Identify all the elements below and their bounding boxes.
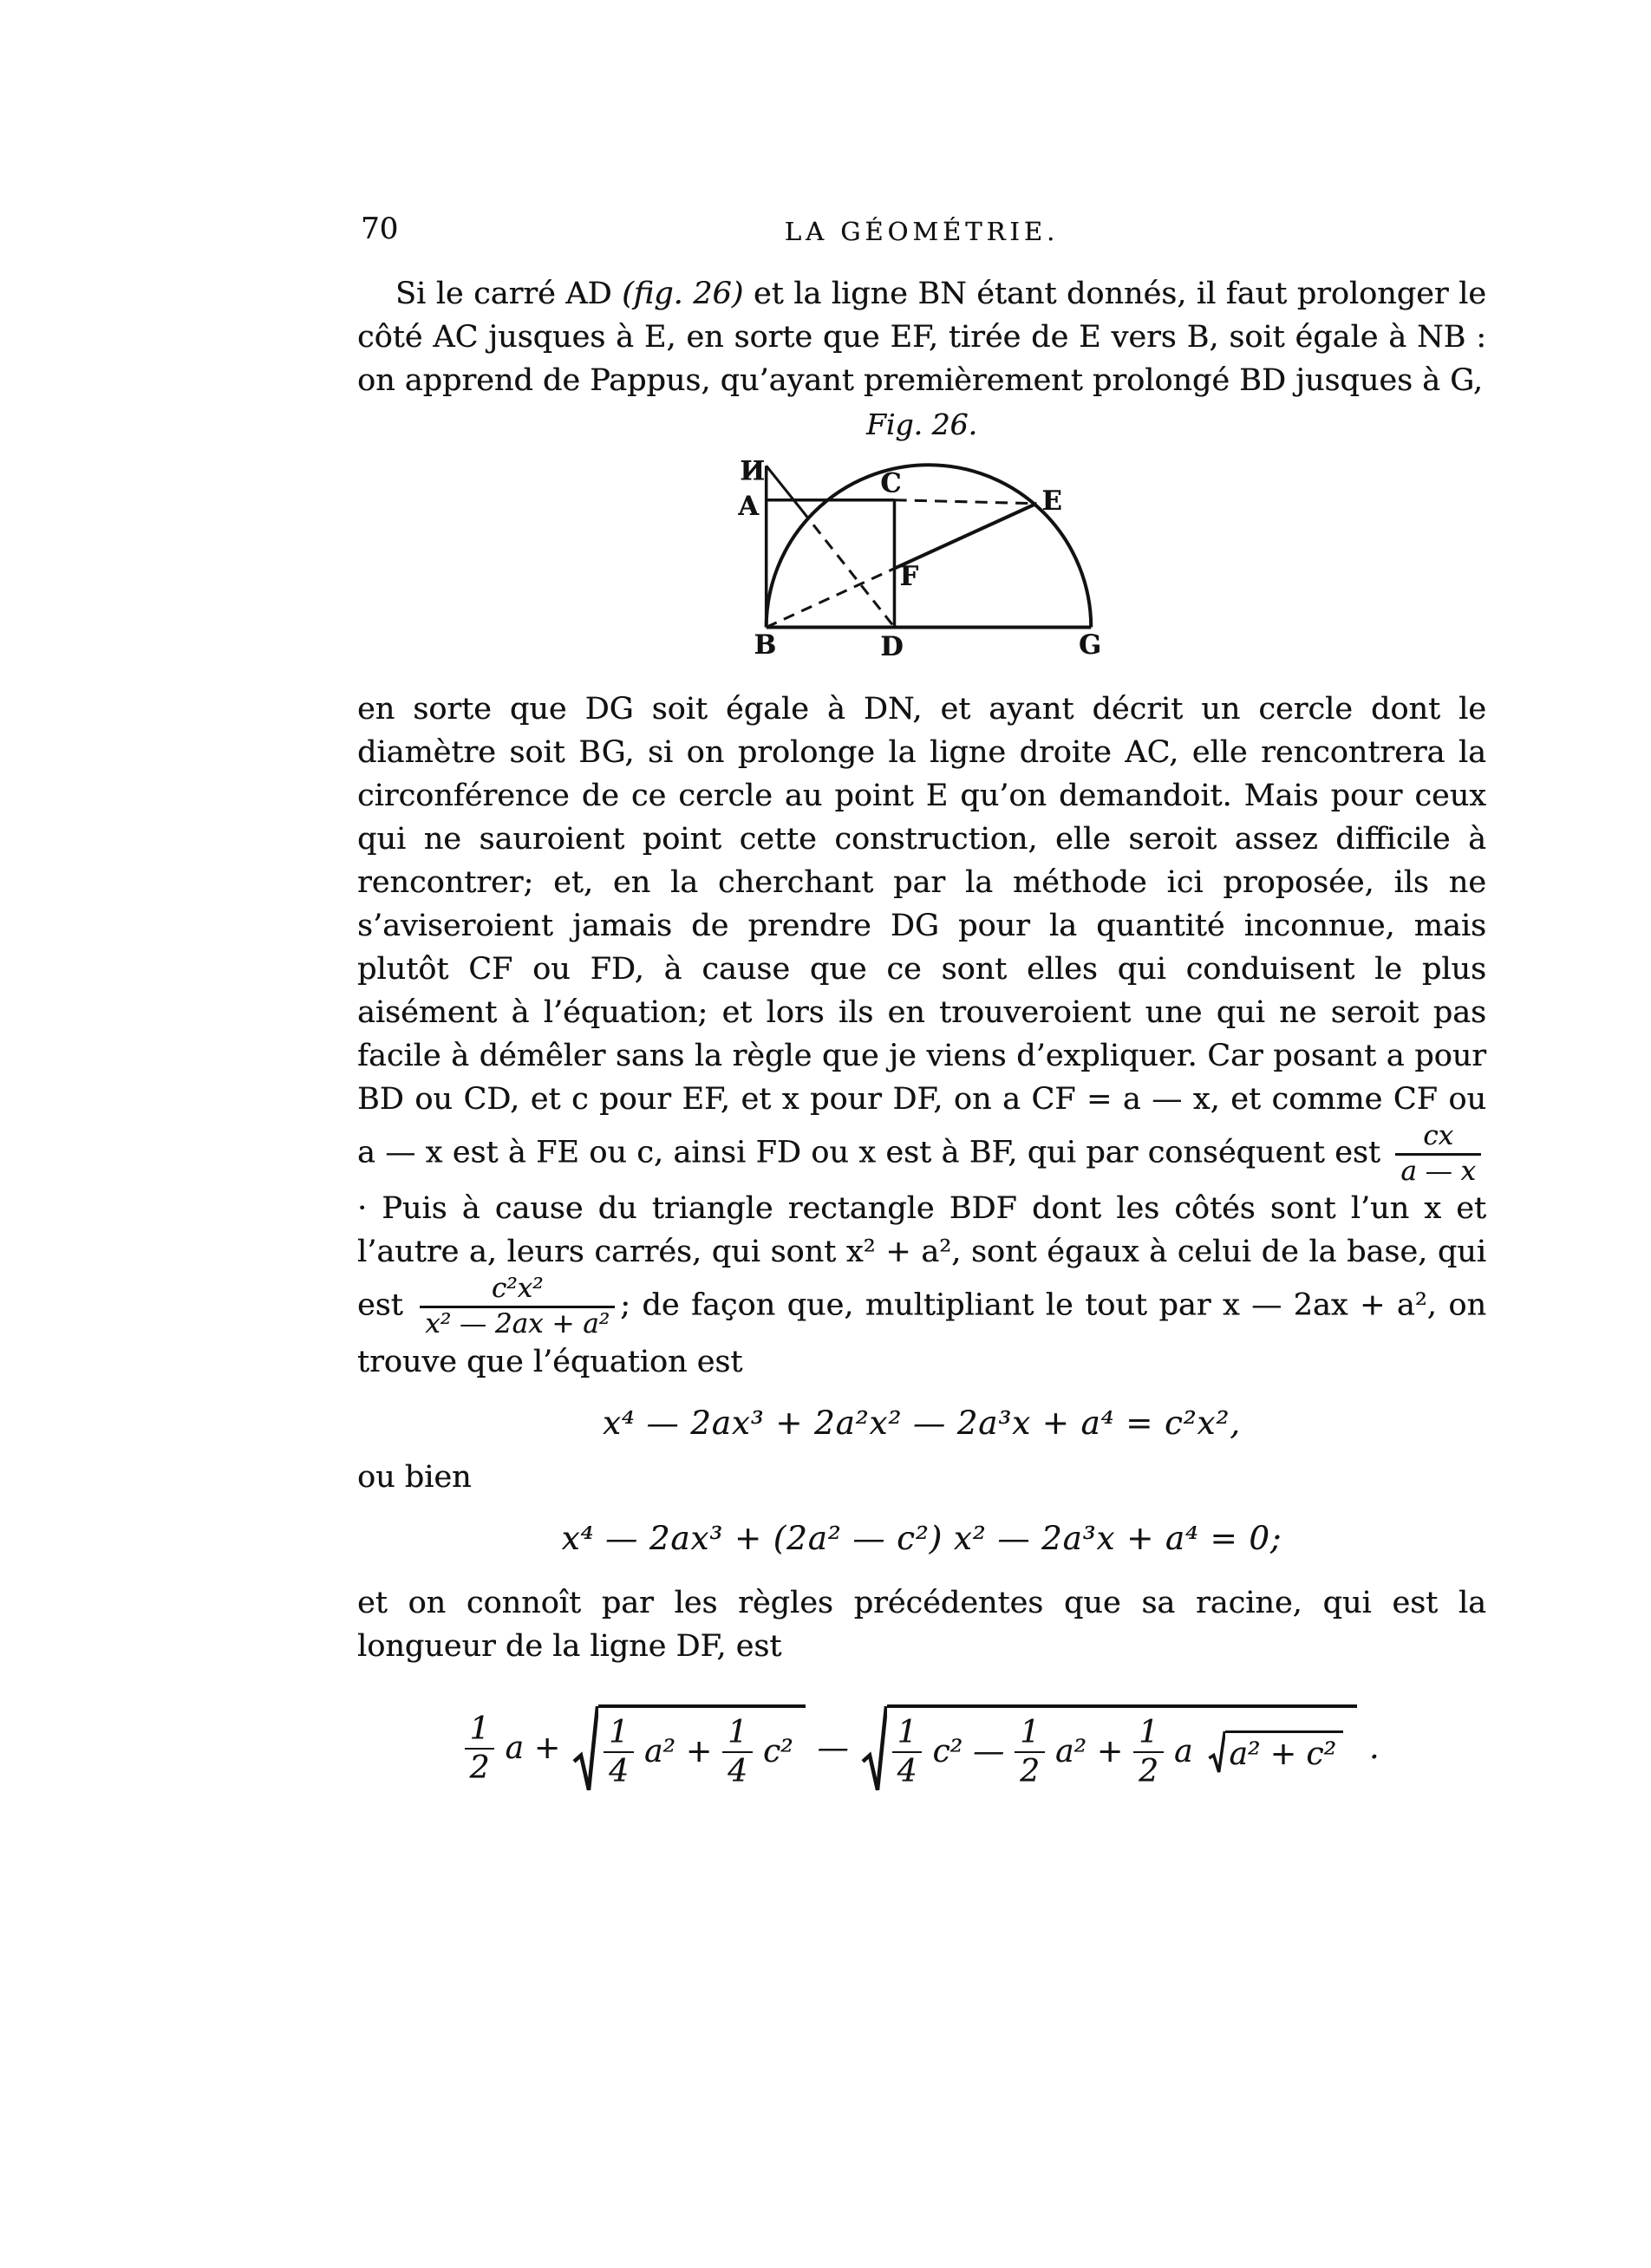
fraction-one-fourth: $\frac{1}{4}$	[722, 1715, 753, 1790]
radical-1-body	[598, 1704, 805, 1794]
radical-inner	[1208, 1730, 1343, 1774]
radical-2	[861, 1704, 1357, 1794]
figure-label-c: C	[880, 467, 902, 499]
fraction-one-half: $\frac{1}{2}$	[1015, 1715, 1045, 1790]
term-a: a	[1173, 1734, 1193, 1770]
end-period: .	[1368, 1730, 1380, 1767]
inline-fraction-c2x2-over-x2-minus-2ax-plus-a2	[420, 1274, 615, 1339]
fraction-denominator: a — x	[1395, 1153, 1481, 1188]
fraction-one-half	[465, 1711, 495, 1787]
paragraph-3: et on connoît par les règles précédentes que sa racine, qui est la longueur de la ligne DF, est	[357, 1585, 1486, 1664]
radical-sign-icon	[1208, 1730, 1225, 1774]
radical-2-body	[887, 1704, 1357, 1794]
fraction-numerator: cx	[1423, 1120, 1454, 1151]
radical-sign-icon	[572, 1704, 598, 1794]
paragraph-2-seg1: en sorte que DG soit égale à DN, et ayant décrit un cercle dont le diamètre soit BG, si on prolonge la ligne droite AC, elle rencontrera la circonférence de ce cercle au point E qu’on demandoit. Mais pour ceux qui ne sauroient point cette construction, elle seroit assez difficile à rencontrer; et, en la cherchant par la méthode ici proposée, ils ne s’aviseroient jamais de prendre DG pour la quantité inconnue, mais plutôt CF ou FD, à cause que ce sont elles qui conduisent le plus aisément à l’équation; et lors ils en trouveroient une qui ne seroit pas facile à démêler sans la règle que je viens d’expliquer. Car posant a pour BD ou CD, et c pour EF, et x pour DF, on a CF = a — x, et comme CF ou a — x est à FE ou c, ainsi FD ou x est à BF, qui par conséquent est	[357, 692, 1486, 1170]
figure-label-e: E	[1041, 485, 1062, 517]
operator-minus: —	[973, 1734, 1005, 1770]
term-c-squared: c²	[762, 1734, 793, 1770]
operator-plus: +	[533, 1730, 561, 1767]
term-c-squared: c²	[932, 1734, 963, 1770]
figure-26	[734, 448, 1130, 663]
term-a-squared: a²	[1054, 1734, 1087, 1770]
figure-label-a: A	[738, 490, 759, 522]
figure-reference: (fig. 26)	[622, 277, 744, 311]
final-equation	[357, 1704, 1486, 1794]
page-content	[357, 212, 1486, 1793]
figure-wrap	[378, 448, 1486, 667]
inline-fraction-cx-over-a-minus-x	[1395, 1121, 1481, 1187]
radical-sign-icon	[861, 1704, 887, 1794]
figure-label-d: D	[880, 630, 904, 662]
paragraph-2-seg3: ; de façon que, multipliant le tout par x — 2ax + a², on trouve que l’équation est	[357, 1287, 1486, 1379]
paragraph-2-seg2: · Puis à cause du triangle rectangle BDF dont les côtés sont l’un x et l’autre a, leurs carrés, qui sont x² + a², sont égaux à celui de la base, qui est	[357, 1191, 1486, 1323]
paragraph-2	[357, 688, 1486, 1384]
figure-line-n-solid	[767, 466, 801, 510]
radical-1	[572, 1704, 805, 1794]
fraction-one-fourth: $\frac{1}{4}$	[604, 1715, 634, 1790]
equation-2: x⁴ — 2ax³ + (2a² — c²) x² — 2a³x + a⁴ = 0;	[561, 1519, 1282, 1557]
operator-plus: +	[685, 1734, 713, 1770]
figure-line-ce-dashed	[894, 500, 1036, 504]
page-header	[357, 212, 1486, 248]
radical-inner-body	[1225, 1730, 1343, 1774]
figure-label-f: F	[899, 560, 919, 592]
figure-line-bf-dashed	[767, 569, 895, 628]
paragraph-1-pre: Si le carré AD	[395, 277, 623, 311]
term-a2-plus-c2: a² + c²	[1229, 1736, 1336, 1772]
operator-plus: +	[1096, 1734, 1124, 1770]
fraction-one-fourth: $\frac{1}{4}$	[892, 1715, 923, 1790]
page-number: 70	[361, 212, 399, 246]
figure-caption: Fig. 26.	[865, 407, 978, 441]
figure-line-nd-dashed	[801, 510, 894, 628]
running-title: LA GÉOMÉTRIE.	[784, 217, 1060, 246]
ou-bien-text: ou bien	[357, 1459, 472, 1495]
fraction-numerator: c²x²	[491, 1273, 544, 1305]
fraction-one-half: $\frac{1}{2}$	[1133, 1715, 1164, 1790]
equation-1: x⁴ — 2ax³ + 2a²x² — 2a³x + a⁴ = c²x²,	[603, 1404, 1241, 1442]
term-a-squared: a²	[644, 1734, 675, 1770]
fraction-denominator: 2	[465, 1748, 495, 1786]
figure-line-fe	[894, 504, 1036, 569]
fraction-numerator: 1	[469, 1711, 490, 1747]
paragraph-1-post: et la ligne BN étant donnés, il faut prolonger le côté AC jusques à E, en sorte que EF, tirée de E vers B, soit égale à NB : on apprend de Pappus, qu’ayant premièrement prolongé BD jusques à G,	[357, 277, 1486, 398]
figure-label-b: B	[754, 629, 777, 661]
paragraph-1	[357, 272, 1486, 402]
fraction-denominator: x² — 2ax + a²	[420, 1306, 615, 1340]
figure-label-g: G	[1079, 629, 1101, 661]
term-a: a	[505, 1730, 524, 1767]
figure-label-n: И	[740, 455, 766, 487]
operator-minus: —	[817, 1730, 849, 1767]
